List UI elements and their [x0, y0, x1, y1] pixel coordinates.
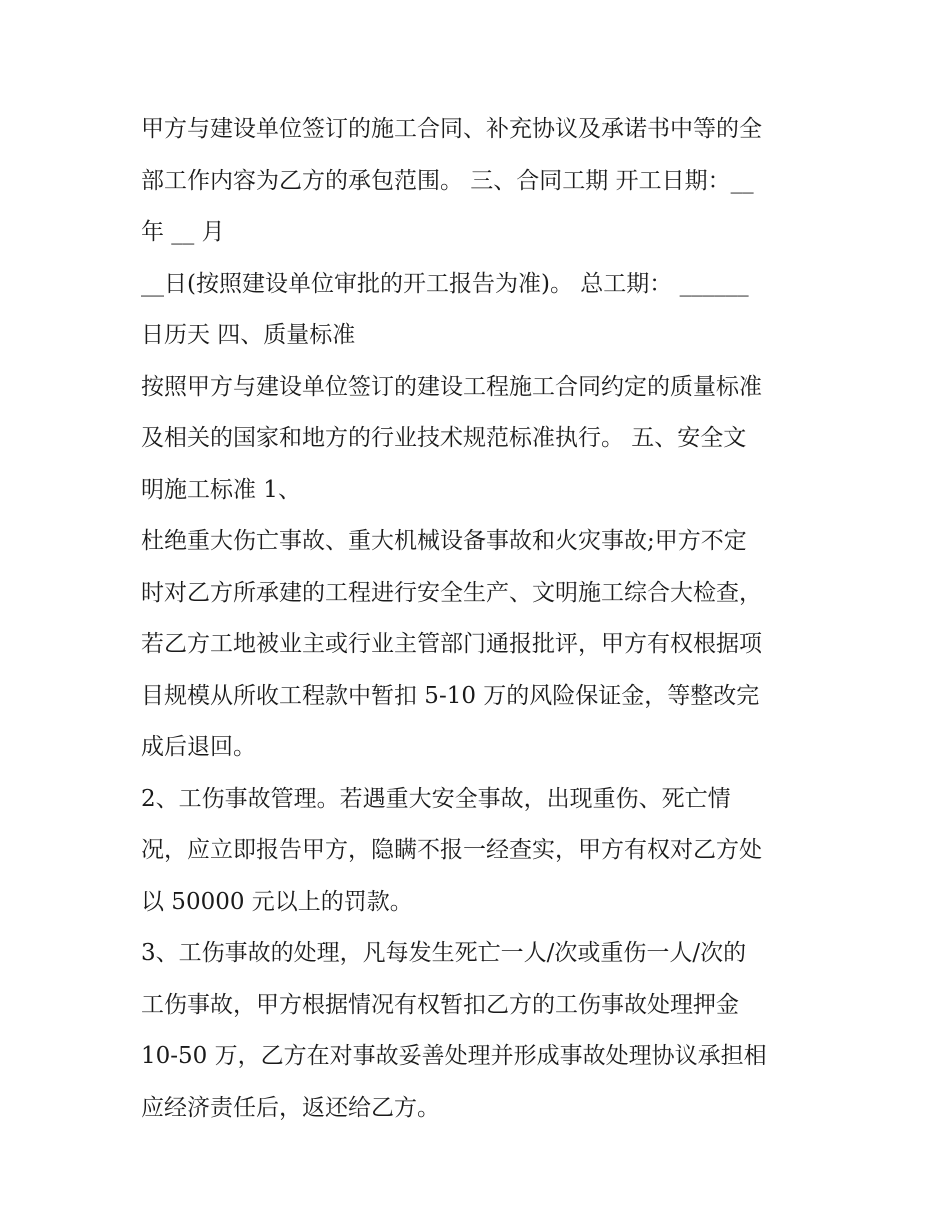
- text-line: 以 50000 元以上的罚款。: [141, 888, 413, 915]
- text-line: 目规模从所收工程款中暂扣 5-10 万的风险保证金，等整改完: [141, 682, 760, 709]
- text-line: 10-50 万，乙方在对事故妥善处理并形成事故处理协议承担相: [141, 1043, 767, 1069]
- text-line: 杜绝重大伤亡事故、重大机械设备事故和火灾事故;甲方不定: [141, 528, 747, 554]
- text-line: 应经济责任后，返还给乙方。: [141, 1094, 440, 1121]
- text-line: 成后退回。: [141, 734, 256, 760]
- text-line: 按照甲方与建设单位签订的建设工程施工合同约定的质量标准: [141, 373, 762, 400]
- text-line: 甲方与建设单位签订的施工合同、补充协议及承诺书中等的全: [141, 116, 762, 142]
- text-line: __日(按照建设单位审批的开工报告为准)。 总工期： ______: [141, 270, 749, 297]
- contract-text: [141, 108, 821, 1138]
- text-line: 及相关的国家和地方的行业技术规范标准执行。 五、安全文: [141, 425, 747, 451]
- text-line: 2、工伤事故管理。若遇重大安全事故，出现重伤、死亡情: [141, 785, 731, 812]
- text-line: 日历天 四、质量标准: [141, 322, 356, 348]
- text-line: 时对乙方所承建的工程进行安全生产、文明施工综合大检查，: [141, 579, 762, 606]
- text-line: 3、工伤事故的处理，凡每发生死亡一人/次或重伤一人/次的: [141, 940, 747, 966]
- text-line: 况，应立即报告甲方，隐瞒不报一经查实，甲方有权对乙方处: [141, 837, 762, 863]
- text-line: 明施工标准 1、: [141, 476, 301, 503]
- text-line: 工伤事故，甲方根据情况有权暂扣乙方的工伤事故处理押金: [141, 991, 739, 1018]
- text-line: 年 __ 月: [141, 219, 225, 245]
- text-line: 若乙方工地被业主或行业主管部门通报批评，甲方有权根据项: [141, 631, 762, 657]
- text-line: 部工作内容为乙方的承包范围。 三、合同工期 开工日期：__: [141, 167, 754, 194]
